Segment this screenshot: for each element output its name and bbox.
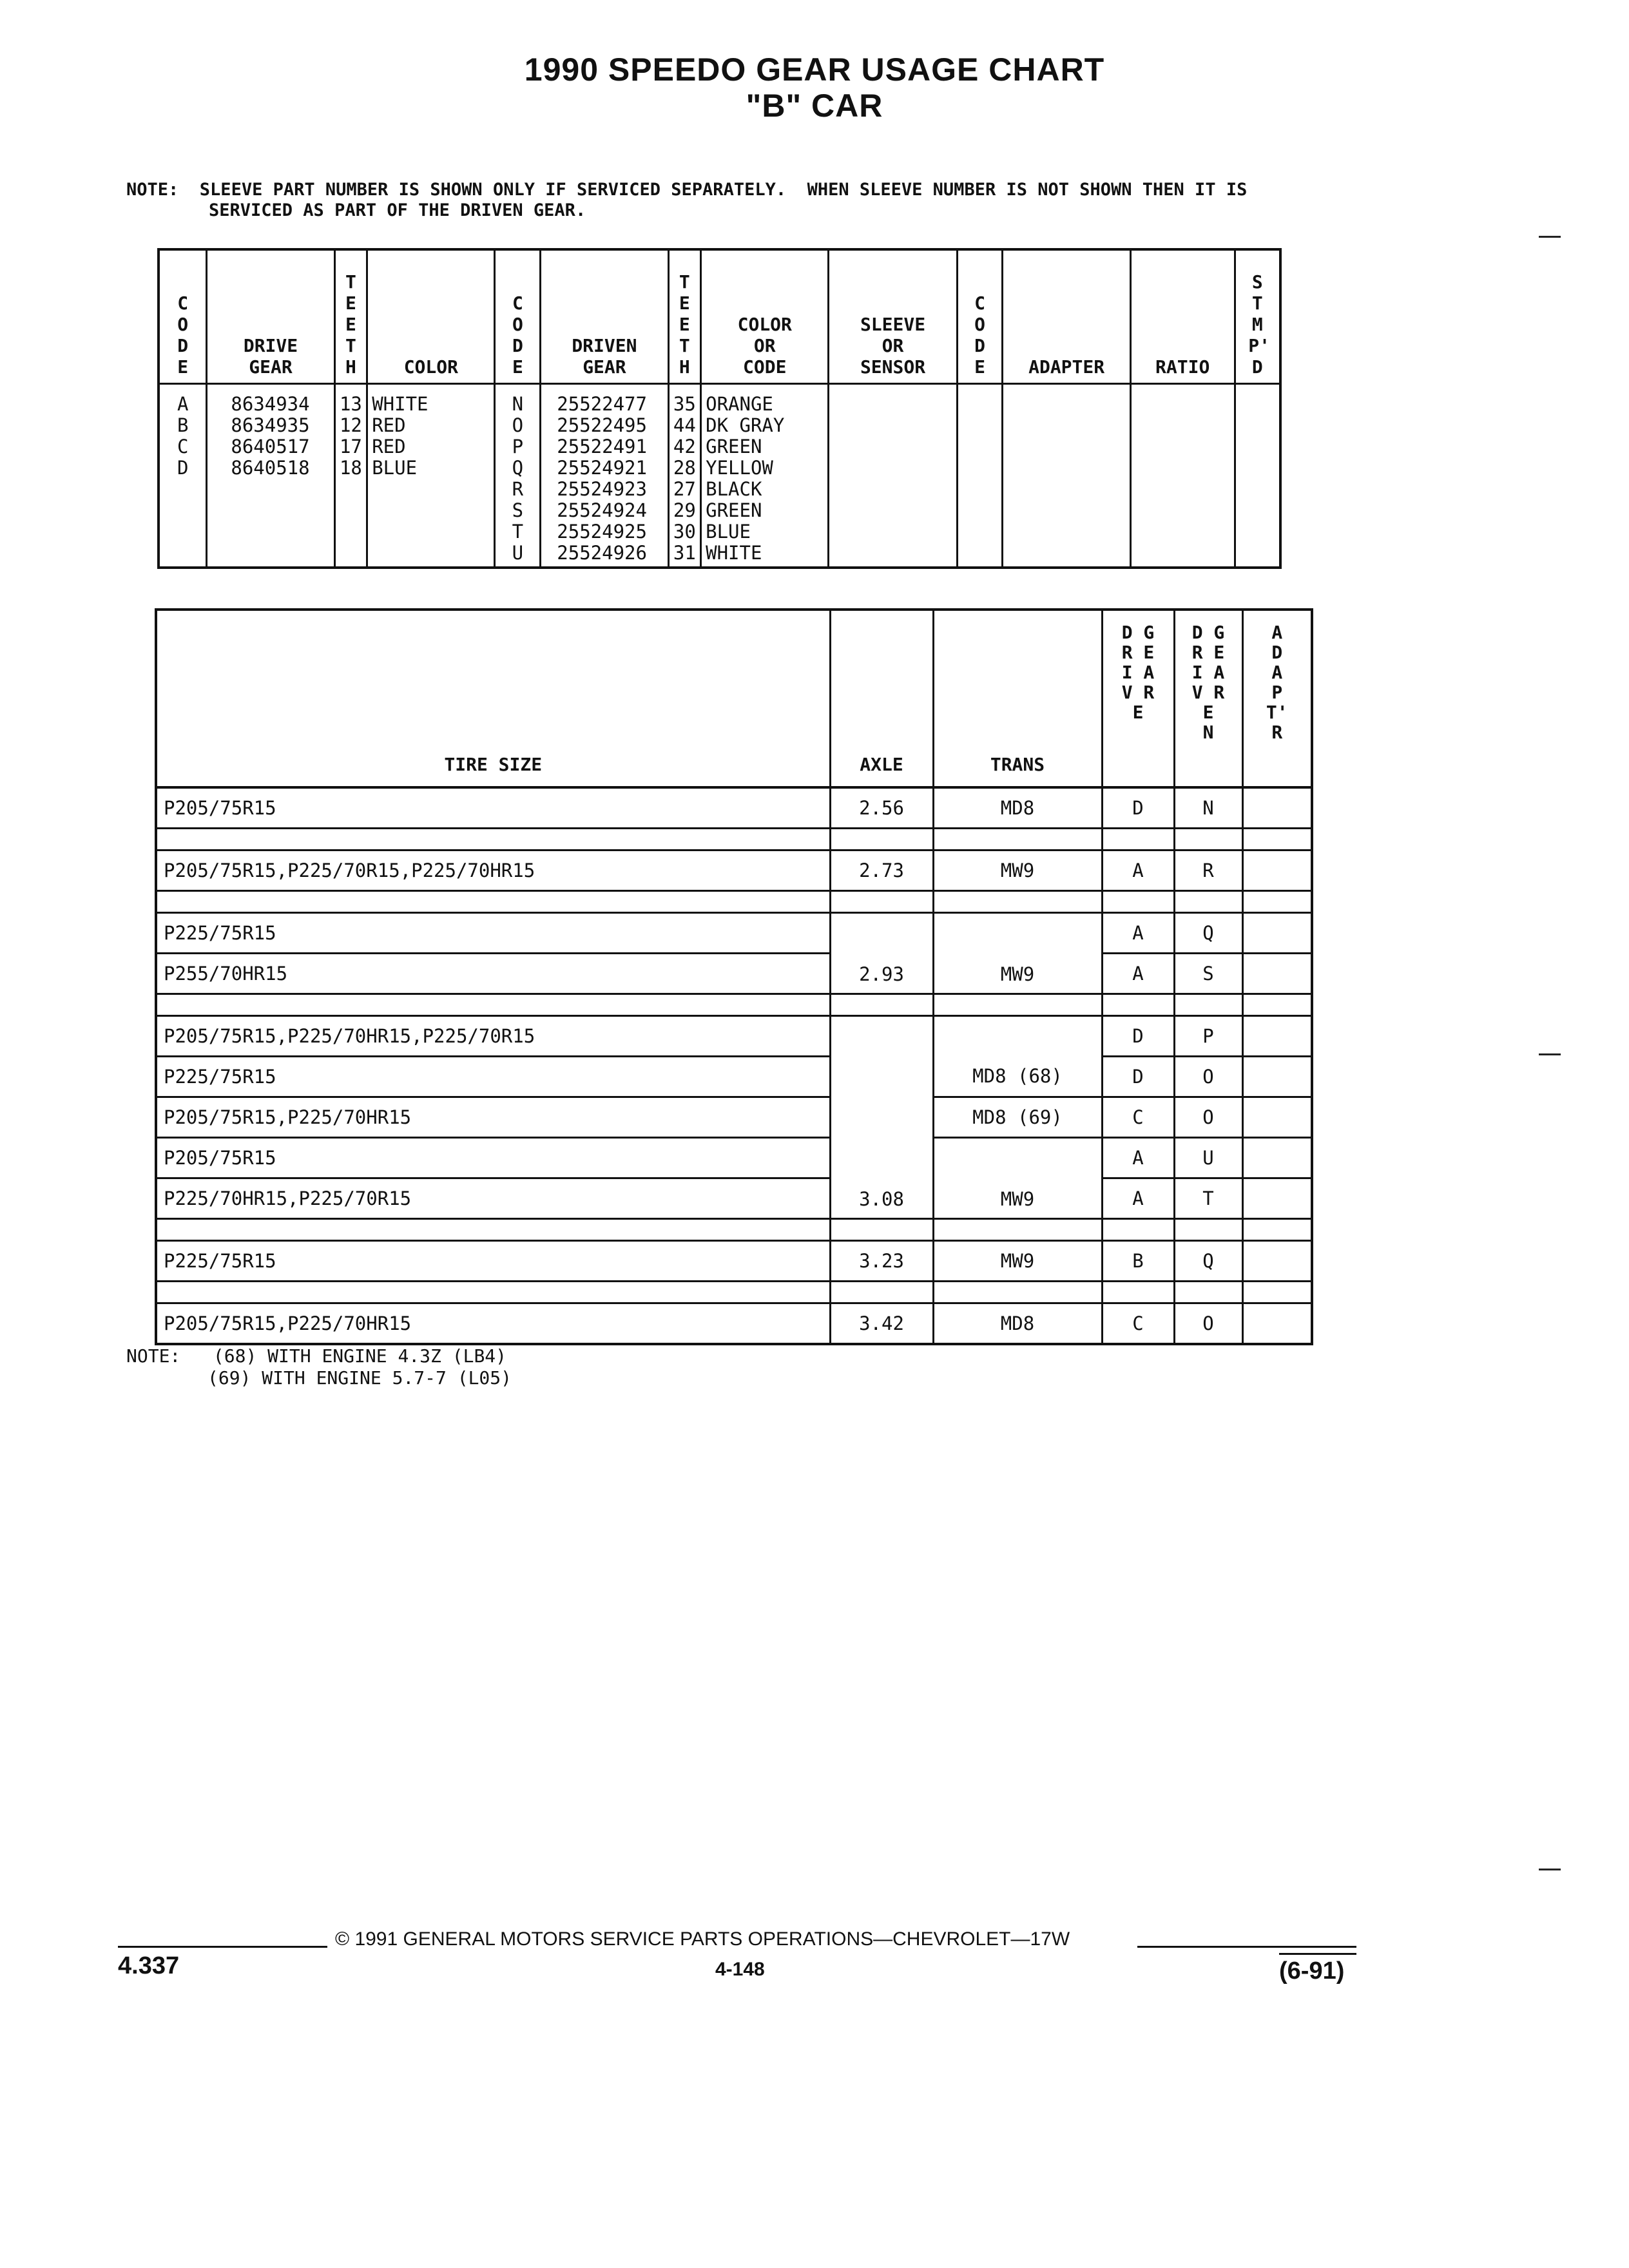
trans-cell: MD8 (933, 787, 1102, 829)
header-color-code-2: OR (753, 335, 776, 356)
page-subtitle: "B" CAR (746, 88, 883, 124)
sleeve-note (126, 179, 1247, 201)
header-drive-gear-1: DRIVE (243, 335, 298, 356)
drive-colors: WHITE RED RED BLUE (372, 393, 429, 479)
drive-gear-cell: A (1102, 954, 1174, 994)
table-row (156, 1097, 1312, 1138)
table-row (156, 1178, 1312, 1219)
footer-rule-left (118, 1946, 327, 1948)
trans-cell: MD8 (69) (933, 1097, 1102, 1138)
header-drive-gear: D G R E I A V R E (1121, 622, 1155, 723)
margin-mark (1539, 236, 1561, 238)
page-number-left: 4.337 (118, 1952, 180, 1979)
drive-gear-cell: A (1102, 1138, 1174, 1178)
drive-gear-cell: A (1102, 1178, 1174, 1219)
table-row (156, 954, 1312, 994)
trans-cell: MD8 (933, 1303, 1102, 1345)
adapter-cell (1242, 1138, 1312, 1178)
spacer-row (156, 829, 1312, 850)
tire-size-cell: P225/75R15 (156, 1057, 830, 1097)
drive-gear-numbers: 8634934 8634935 8640517 8640518 (231, 393, 310, 479)
table-row (156, 913, 1312, 954)
adapter-cell (1242, 787, 1312, 829)
margin-mark (1539, 1053, 1561, 1055)
table-row (156, 1303, 1312, 1345)
note-line-2: (69) WITH ENGINE 5.7-7 (L05) (207, 1367, 512, 1389)
header-driven-gear-2: GEAR (583, 356, 626, 378)
tire-size-cell: P205/75R15,P225/70HR15 (156, 1097, 830, 1138)
engine-note (126, 1345, 506, 1367)
header-teeth-2: T E E T H (679, 271, 690, 378)
driven-gear-cell: U (1174, 1138, 1242, 1178)
header-tire-size: TIRE SIZE (156, 610, 830, 787)
table-row (156, 1241, 1312, 1282)
header-sleeve-3: SENSOR (860, 356, 926, 378)
adapter-cell (1242, 954, 1312, 994)
drive-gear-cell: D (1102, 1057, 1174, 1097)
drive-gear-cell: D (1102, 787, 1174, 829)
header-driven-gear-1: DRIVEN (572, 335, 637, 356)
trans-cell: MD8 (68) (933, 1057, 1102, 1097)
driven-gear-cell: P (1174, 1016, 1242, 1057)
driven-gear-cell: Q (1174, 913, 1242, 954)
copyright-text: © 1991 GENERAL MOTORS SERVICE PARTS OPERATIONS—CHEVROLET—17W (335, 1928, 1070, 1950)
driven-gear-cell: T (1174, 1178, 1242, 1219)
page-title: 1990 SPEEDO GEAR USAGE CHART (524, 52, 1105, 88)
header-code-3: C O D E (974, 293, 985, 378)
axle-cell: 2.93 (830, 913, 933, 994)
drive-gear-cell: C (1102, 1303, 1174, 1345)
footer-rule-right (1137, 1946, 1356, 1948)
note-label: NOTE: (126, 180, 179, 200)
spacer-row (156, 1219, 1312, 1241)
trans-cell: MW9 (933, 913, 1102, 994)
tire-usage-table (155, 608, 1313, 1345)
table-row (156, 1057, 1312, 1097)
adapter-cell (1242, 1303, 1312, 1345)
drive-gear-cell: C (1102, 1097, 1174, 1138)
spacer-row (156, 1282, 1312, 1303)
sleeve-cell (829, 384, 957, 568)
drive-codes: A B C D (177, 393, 189, 479)
header-driven-gear: D G R E I A V R E N (1191, 622, 1225, 743)
header-sleeve-1: SLEEVE (860, 314, 926, 335)
tire-size-cell: P225/75R15 (156, 1241, 830, 1282)
header-color-code-3: CODE (743, 356, 787, 378)
drive-gear-cell: A (1102, 913, 1174, 954)
adapter-cell (1242, 1097, 1312, 1138)
spacer-row (156, 891, 1312, 913)
header-code-2: C O D E (512, 293, 523, 378)
driven-gear-cell: S (1174, 954, 1242, 994)
adapter-cell (1242, 913, 1312, 954)
header-axle: AXLE (830, 610, 933, 787)
tire-size-cell: P205/75R15,P225/70HR15 (156, 1303, 830, 1345)
table-row (156, 850, 1312, 891)
adapter-cell (1242, 1178, 1312, 1219)
tire-size-cell: P205/75R15,P225/70HR15,P225/70R15 (156, 1016, 830, 1057)
axle-cell: 3.08 (830, 1016, 933, 1219)
header-drive-gear-2: GEAR (249, 356, 293, 378)
driven-gear-cell: N (1174, 787, 1242, 829)
driven-gear-cell: O (1174, 1303, 1242, 1345)
header-stmpd: S T M P' D (1248, 271, 1271, 378)
tire-size-cell: P205/75R15,P225/70R15,P225/70HR15 (156, 850, 830, 891)
tire-size-cell: P205/75R15 (156, 1138, 830, 1178)
axle-cell: 3.23 (830, 1241, 933, 1282)
drive-gear-cell: D (1102, 1016, 1174, 1057)
header-sleeve-2: OR (882, 335, 904, 356)
header-color: COLOR (403, 356, 458, 378)
margin-mark (1539, 1869, 1561, 1870)
axle-cell: 2.56 (830, 787, 933, 829)
tire-size-cell: P205/75R15 (156, 787, 830, 829)
tire-size-cell: P255/70HR15 (156, 954, 830, 994)
driven-colors: ORANGE DK GRAY GREEN YELLOW BLACK GREEN BLUE WHITE (706, 393, 785, 564)
footer-rule-right-2 (1279, 1953, 1356, 1955)
table-row (156, 787, 1312, 829)
axle-cell: 2.73 (830, 850, 933, 891)
trans-cell: MW9 (933, 1241, 1102, 1282)
driven-gear-cell: O (1174, 1057, 1242, 1097)
header-adapter: ADAPTER (1028, 356, 1105, 378)
note-line-2: SERVICED AS PART OF THE DRIVEN GEAR. (209, 200, 586, 220)
trans-cell: MW9 (933, 1138, 1102, 1219)
header-trans: TRANS (933, 610, 1102, 787)
header-code: C O D E (177, 293, 189, 378)
code-3-cell (957, 384, 1003, 568)
driven-gear-numbers: 25522477 25522495 25522491 25524921 25524923 25524924 25524925 25524926 (557, 393, 647, 564)
adapter-cell (1242, 1016, 1312, 1057)
trans-cell: MW9 (933, 850, 1102, 891)
header-teeth: T E E T H (345, 271, 356, 378)
trans-cell (933, 1016, 1102, 1057)
gear-code-table (157, 248, 1282, 569)
tire-size-cell: P225/70HR15,P225/70R15 (156, 1178, 830, 1219)
driven-codes: N O P Q R S T U (512, 393, 524, 564)
table-row (156, 1138, 1312, 1178)
adapter-cell (1242, 1057, 1312, 1097)
tire-size-cell: P225/75R15 (156, 913, 830, 954)
header-color-code-1: COLOR (737, 314, 792, 335)
driven-gear-cell: R (1174, 850, 1242, 891)
table-row (156, 1016, 1312, 1057)
adapter-cell (1242, 1241, 1312, 1282)
header-ratio: RATIO (1155, 356, 1210, 378)
driven-teeth: 35 44 42 28 27 29 30 31 (673, 393, 696, 564)
axle-cell: 3.42 (830, 1303, 933, 1345)
drive-teeth: 13 12 17 18 (339, 393, 362, 479)
driven-gear-cell: O (1174, 1097, 1242, 1138)
drive-gear-cell: A (1102, 850, 1174, 891)
driven-gear-cell: Q (1174, 1241, 1242, 1282)
ratio-cell (1130, 384, 1235, 568)
note-line-1: SLEEVE PART NUMBER IS SHOWN ONLY IF SERVICED SEPARATELY. WHEN SLEEVE NUMBER IS NOT SHOWN THEN IT IS (199, 180, 1248, 200)
drive-gear-cell: B (1102, 1241, 1174, 1282)
spacer-row (156, 994, 1312, 1016)
header-adapter: A D A P T' R (1266, 622, 1288, 743)
adapter-cell (1003, 384, 1130, 568)
page-number-center: 4-148 (715, 1959, 765, 1980)
stmpd-cell (1235, 384, 1280, 568)
adapter-cell (1242, 850, 1312, 891)
note-line-1: (68) WITH ENGINE 4.3Z (LB4) (213, 1345, 507, 1367)
page-number-right: (6-91) (1279, 1957, 1345, 1984)
note-label: NOTE: (126, 1345, 181, 1367)
